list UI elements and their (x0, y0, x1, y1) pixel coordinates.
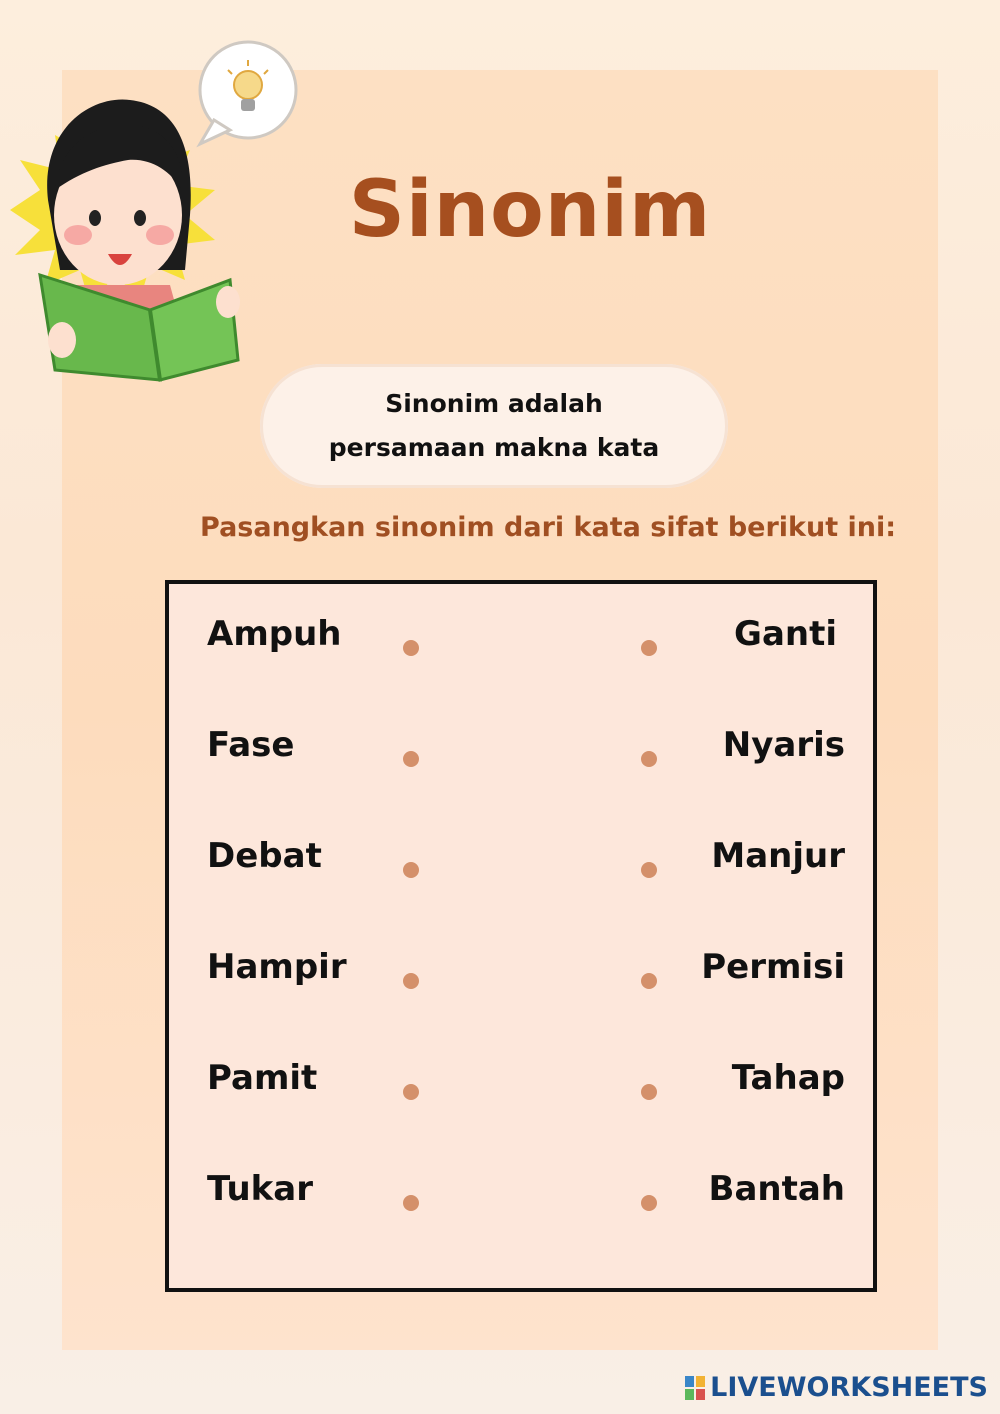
liveworksheets-brand: LIVEWORKSHEETS (710, 1372, 988, 1403)
definition-text: Sinonim adalah persamaan makna kata (328, 389, 660, 462)
girl-reading-illustration (0, 40, 310, 400)
left-match-dot[interactable] (403, 1195, 419, 1211)
right-word: Manjur (711, 836, 845, 876)
right-word: Nyaris (722, 725, 845, 765)
match-row (169, 1169, 873, 1229)
match-row (169, 725, 873, 785)
right-word: Tahap (731, 1058, 845, 1098)
match-row (169, 836, 873, 896)
match-row (169, 614, 873, 674)
left-word: Ampuh (207, 614, 342, 654)
lightbulb-icon (200, 42, 296, 144)
liveworksheets-logo-icon (684, 1375, 706, 1401)
left-word: Hampir (207, 947, 347, 987)
left-match-dot[interactable] (403, 640, 419, 656)
left-match-dot[interactable] (403, 973, 419, 989)
left-match-dot[interactable] (403, 751, 419, 767)
liveworksheets-logo (684, 1372, 988, 1403)
left-match-dot[interactable] (403, 1084, 419, 1100)
left-word: Pamit (207, 1058, 318, 1098)
right-word: Permisi (701, 947, 845, 987)
page-title: Sinonim (348, 165, 712, 255)
left-word: Fase (207, 725, 295, 765)
left-match-dot[interactable] (403, 862, 419, 878)
instruction-text: Pasangkan sinonim dari kata sifat berikut ini: (200, 512, 897, 543)
left-word: Tukar (207, 1169, 313, 1209)
definition-box (260, 364, 728, 488)
right-word: Bantah (708, 1169, 845, 1209)
match-row (169, 1058, 873, 1118)
right-match-dot[interactable] (641, 640, 657, 656)
matching-box (165, 580, 877, 1292)
right-match-dot[interactable] (641, 1084, 657, 1100)
right-match-dot[interactable] (641, 751, 657, 767)
right-word: Ganti (734, 614, 837, 654)
right-match-dot[interactable] (641, 1195, 657, 1211)
right-match-dot[interactable] (641, 973, 657, 989)
match-row (169, 947, 873, 1007)
left-word: Debat (207, 836, 322, 876)
right-match-dot[interactable] (641, 862, 657, 878)
